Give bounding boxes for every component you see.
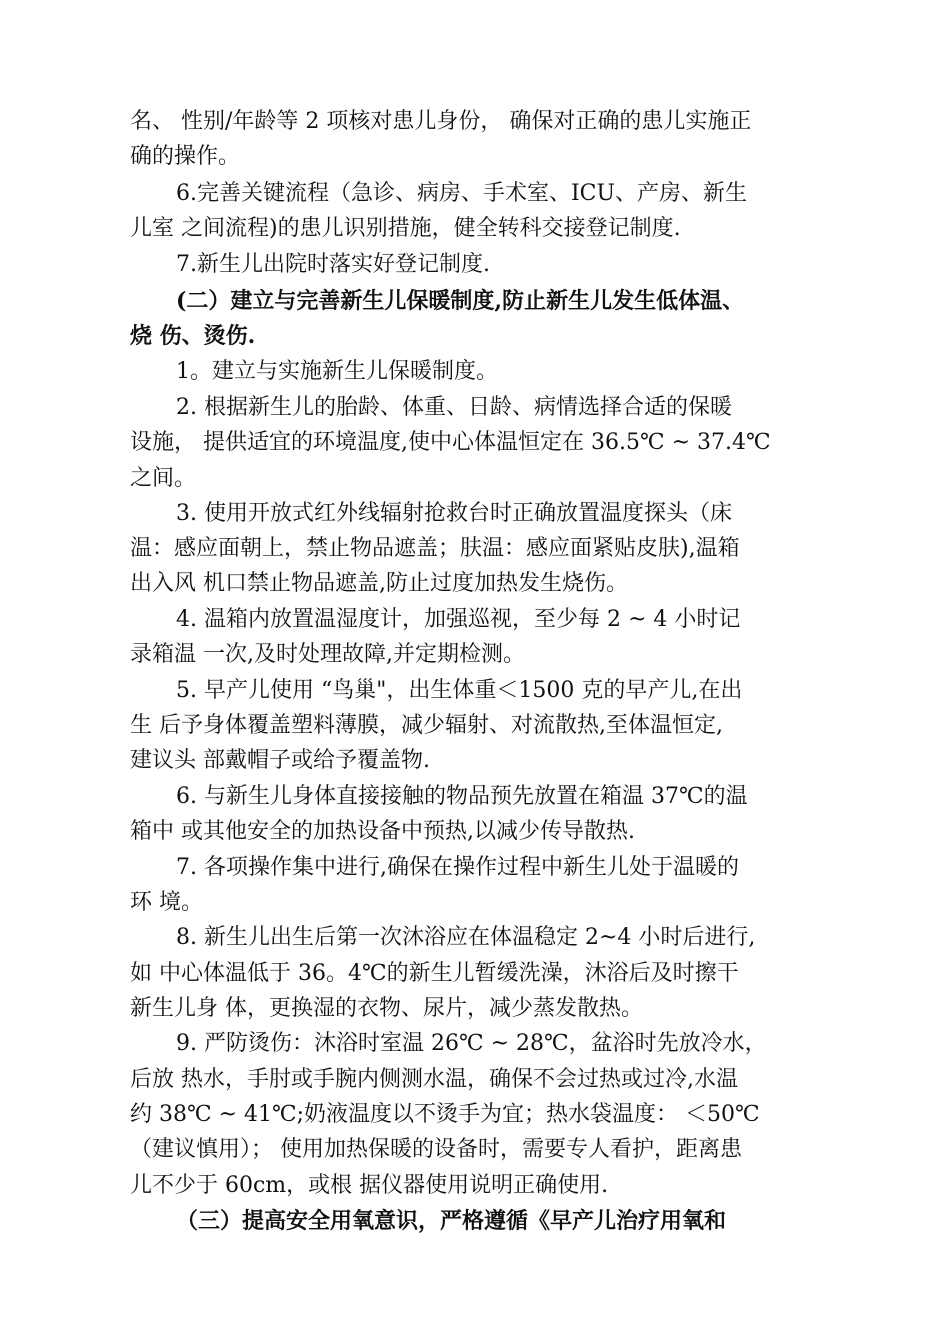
text-line-24 [0, 921, 950, 955]
text-line-13 [0, 532, 950, 566]
text-line-31 [0, 1169, 950, 1203]
line-text: 建议头 部戴帽子或给予覆盖物. [130, 748, 430, 773]
line-text: 如 中心体温低于 36。4℃的新生儿暂缓洗澡，沐浴后及时擦干 [130, 961, 739, 986]
line-text: 名、 性别/年龄等 2 项核对患儿身份， 确保对正确的患儿实施正 [130, 109, 752, 134]
text-line-9 [0, 391, 950, 425]
text-line-17 [0, 674, 950, 708]
text-line-28 [0, 1063, 950, 1097]
line-text: 6. 与新生儿身体直接接触的物品预先放置在箱温 37℃的温 [176, 784, 748, 809]
line-text: （三）提高安全用氧意识，严格遵循《早产儿治疗用氧和 [176, 1208, 727, 1234]
line-text: 新生儿身 体，更换湿的衣物、尿片，减少蒸发散热。 [130, 996, 643, 1021]
text-line-16 [0, 638, 950, 672]
line-text: 4. 温箱内放置温湿度计，加强巡视，至少每 2 ~ 4 小时记 [176, 607, 741, 632]
line-text: 7.新生儿出院时落实好登记制度. [176, 252, 490, 277]
line-text: 烧 伤、烫伤. [130, 323, 256, 349]
text-line-29 [0, 1098, 950, 1132]
section-heading-2 [0, 284, 950, 318]
text-line-20 [0, 780, 950, 814]
text-line-26 [0, 992, 950, 1026]
text-line-1 [0, 105, 950, 139]
text-line-22 [0, 851, 950, 885]
text-line-2 [0, 140, 950, 174]
section-heading-3 [0, 1204, 950, 1238]
text-line-5 [0, 248, 950, 282]
line-text: 6.完善关键流程（急诊、病房、手术室、ICU、产房、新生 [176, 181, 748, 206]
text-line-30 [0, 1133, 950, 1167]
line-text: 录箱温 一次,及时处理故障,并定期检测。 [130, 642, 525, 667]
line-text: 环 境。 [130, 890, 203, 915]
text-line-19 [0, 744, 950, 778]
line-text: 后放 热水，手肘或手腕内侧测水温，确保不会过热或过冷,水温 [130, 1067, 738, 1092]
text-line-27 [0, 1027, 950, 1061]
text-line-3 [0, 177, 950, 211]
section-heading-2-cont [0, 319, 950, 353]
text-line-18 [0, 709, 950, 743]
text-line-25 [0, 957, 950, 991]
text-line-14 [0, 567, 950, 601]
line-text: 箱中 或其他安全的加热设备中预热,以减少传导散热. [130, 819, 635, 844]
text-line-23 [0, 886, 950, 920]
line-text: 确的操作。 [130, 144, 241, 169]
line-text: 出入风 机口禁止物品遮盖,防止过度加热发生烧伤。 [130, 571, 628, 596]
line-text: 约 38℃ ~ 41℃;奶液温度以不烫手为宜；热水袋温度： ＜50℃ [130, 1102, 760, 1127]
text-line-4 [0, 212, 950, 246]
text-line-12 [0, 497, 950, 531]
line-text: 设施， 提供适宜的环境温度,使中心体温恒定在 36.5℃ ~ 37.4℃ [130, 430, 771, 455]
text-line-15 [0, 603, 950, 637]
line-text: 儿不少于 60cm，或根 据仪器使用说明正确使用. [130, 1173, 609, 1198]
line-text: 7. 各项操作集中进行,确保在操作过程中新生儿处于温暖的 [176, 855, 739, 880]
line-text: 5. 早产儿使用 “鸟巢"，出生体重＜1500 克的早产儿,在出 [176, 678, 743, 703]
line-text: 温：感应面朝上，禁止物品遮盖；肤温：感应面紧贴皮肤),温箱 [130, 536, 740, 561]
line-text: (二）建立与完善新生儿保暖制度,防止新生儿发生低体温、 [176, 288, 745, 314]
text-line-10 [0, 426, 950, 460]
text-line-21 [0, 815, 950, 849]
line-text: 9. 严防烫伤：沐浴时室温 26℃ ~ 28℃，盆浴时先放冷水， [176, 1031, 767, 1056]
line-text: 儿室 之间流程)的患儿识别措施，健全转科交接登记制度. [130, 216, 681, 241]
line-text: 2. 根据新生儿的胎龄、体重、日龄、病情选择合适的保暖 [176, 395, 732, 420]
line-text: 之间。 [130, 466, 197, 491]
text-line-8 [0, 355, 950, 389]
text-line-11 [0, 462, 950, 496]
line-text: 8. 新生儿出生后第一次沐浴应在体温稳定 2~4 小时后进行, [176, 925, 756, 950]
line-text: （建议慎用）； 使用加热保暖的设备时，需要专人看护，距离患 [130, 1137, 742, 1162]
line-text: 生 后予身体覆盖塑料薄膜，减少辐射、对流散热,至体温恒定, [130, 713, 723, 738]
line-text: 3. 使用开放式红外线辐射抢救台时正确放置温度探头（床 [176, 501, 732, 526]
line-text: 1。建立与实施新生儿保暖制度。 [176, 359, 498, 384]
